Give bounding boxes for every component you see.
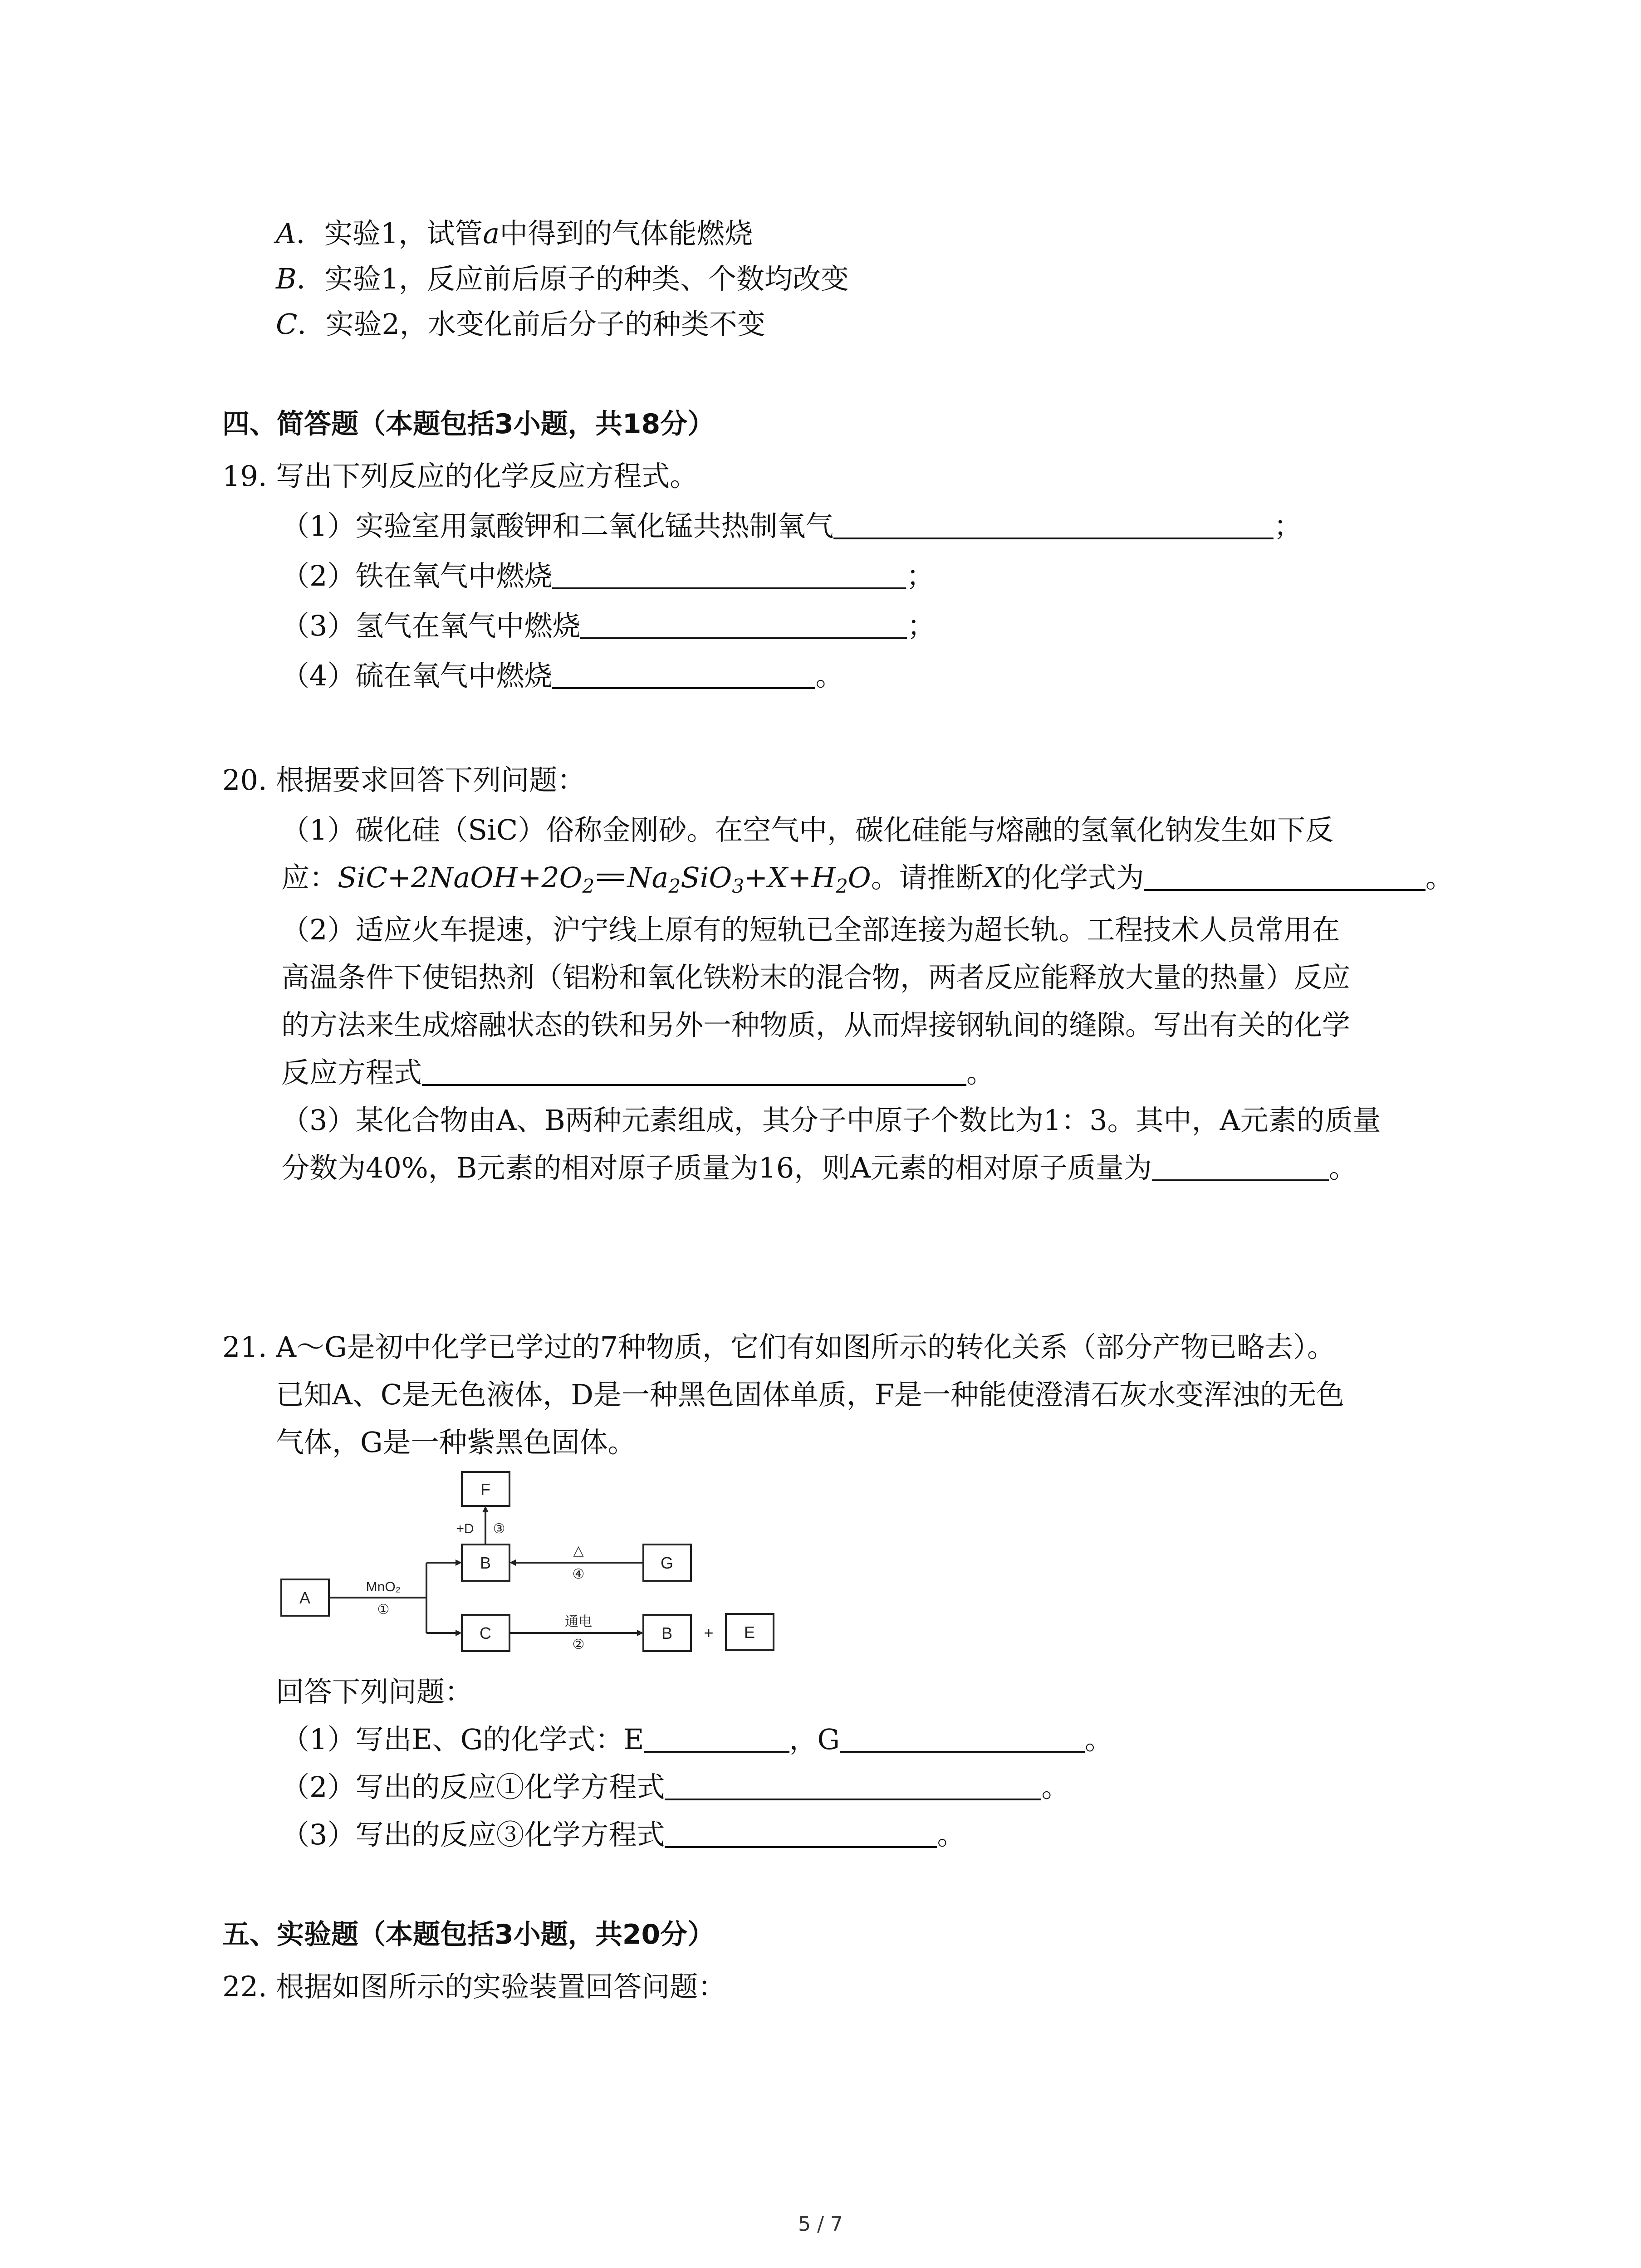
label-circ4: ④ — [572, 1567, 585, 1582]
q20-p2-line4: 反应方程式 。 — [281, 1056, 995, 1089]
q19-item-2: （2）铁在氧气中燃烧 ； — [281, 559, 935, 592]
box-g-label: G — [660, 1554, 674, 1572]
box-f-label: F — [480, 1480, 490, 1499]
q19-stem: 19. 写出下列反应的化学反应方程式。 — [222, 459, 698, 493]
conversion-diagram — [272, 1470, 794, 1669]
answer-blank[interactable] — [1144, 861, 1425, 891]
answer-blank[interactable] — [552, 659, 815, 689]
box-b-label: B — [480, 1554, 491, 1572]
q20-p1-line1: （1）碳化硅（SiC）俗称金刚砂。在空气中，碳化硅能与熔融的氢氧化钠发生如下反 — [281, 813, 1334, 846]
q20-stem: 20. 根据要求回答下列问题： — [222, 763, 586, 797]
option-b: B．实验1，反应前后原子的种类、个数均改变 — [276, 262, 849, 295]
q21-answer-2: （2）写出的反应①化学方程式 。 — [281, 1770, 1070, 1804]
q19-item-1: （1）实验室用氯酸钾和二氧化锰共热制氧气 ； — [281, 509, 1302, 543]
box-a-label: A — [299, 1589, 311, 1607]
plus-sign: + — [704, 1623, 714, 1642]
answer-blank[interactable] — [1152, 1151, 1329, 1181]
q21-answer-1: （1）写出E、G的化学式：E ，G 。 — [281, 1723, 1113, 1756]
q20-p2-line1: （2）适应火车提速，沪宁线上原有的短轨已全部连接为超长轨。工程技术人员常用在 — [281, 913, 1340, 946]
box-e-label: E — [744, 1623, 755, 1642]
option-a: A．实验1，试管a中得到的气体能燃烧 — [276, 217, 753, 250]
page-number: 5 / 7 — [798, 2213, 843, 2236]
q20-p3-line2: 分数为40%，B元素的相对原子质量为16，则A元素的相对原子质量为 。 — [281, 1151, 1357, 1184]
q21-answer-intro: 回答下列问题： — [276, 1675, 473, 1708]
chemical-equation: $SiC+2NaOH+2O_2$ $Na_2SiO_3+X+H_2O$ — [338, 861, 871, 897]
label-circ3: ③ — [493, 1521, 505, 1536]
box-c-label: C — [480, 1624, 491, 1642]
answer-blank-e[interactable] — [644, 1723, 789, 1753]
label-mno2: MnO₂ — [366, 1579, 401, 1594]
q21-answer-3: （3）写出的反应③化学方程式 。 — [281, 1818, 965, 1851]
q21-line2: 已知A、C是无色液体，D是一种黑色固体单质，F是一种能使澄清石灰水变浑浊的无色 — [276, 1378, 1344, 1411]
box-b2-label: B — [661, 1624, 673, 1642]
answer-blank[interactable] — [665, 1770, 1041, 1800]
label-plus-d: +D — [456, 1521, 474, 1536]
section-5-heading: 五、实验题（本题包括3小题，共20分） — [222, 1919, 715, 1950]
section-4-heading: 四、简答题（本题包括3小题，共18分） — [222, 408, 715, 440]
q20-p2-line3: 的方法来生成熔融状态的铁和另外一种物质，从而焊接钢轨间的缝隙。写出有关的化学 — [281, 1008, 1351, 1041]
q22-stem: 22. 根据如图所示的实验装置回答问题： — [222, 1970, 726, 2003]
label-circ1: ① — [377, 1602, 390, 1617]
answer-blank[interactable] — [552, 559, 906, 589]
q19-item-3: （3）氢气在氧气中燃烧 ； — [281, 609, 936, 642]
answer-blank-g[interactable] — [840, 1723, 1085, 1753]
q19-item-4: （4）硫在氧气中燃烧 。 — [281, 659, 844, 692]
q21-line3: 气体，G是一种紫黑色固体。 — [276, 1426, 636, 1459]
label-circ2: ② — [572, 1637, 585, 1652]
label-heat: △ — [573, 1543, 584, 1558]
label-electrolysis: 通电 — [565, 1614, 592, 1629]
answer-blank[interactable] — [580, 609, 907, 639]
answer-blank[interactable] — [422, 1056, 966, 1086]
q20-p3-line1: （3）某化合物由A、B两种元素组成，其分子中原子个数比为1：3。其中，A元素的质量 — [281, 1104, 1381, 1137]
q20-p1-line2: 应：$SiC+2NaOH+2O_2$ $Na_2SiO_3+X+H_2O$。请推断X的化学式为 。 — [281, 861, 1454, 897]
option-c: C．实验2，水变化前后分子的种类不变 — [276, 308, 765, 341]
answer-blank[interactable] — [833, 509, 1274, 539]
q20-p2-line2: 高温条件下使铝热剂（铝粉和氧化铁粉末的混合物，两者反应能释放大量的热量）反应 — [281, 961, 1351, 994]
q21-line1: 21. A～G是初中化学已学过的7种物质，它们有如图所示的转化关系（部分产物已略去）。 — [222, 1330, 1336, 1364]
answer-blank[interactable] — [665, 1818, 937, 1848]
